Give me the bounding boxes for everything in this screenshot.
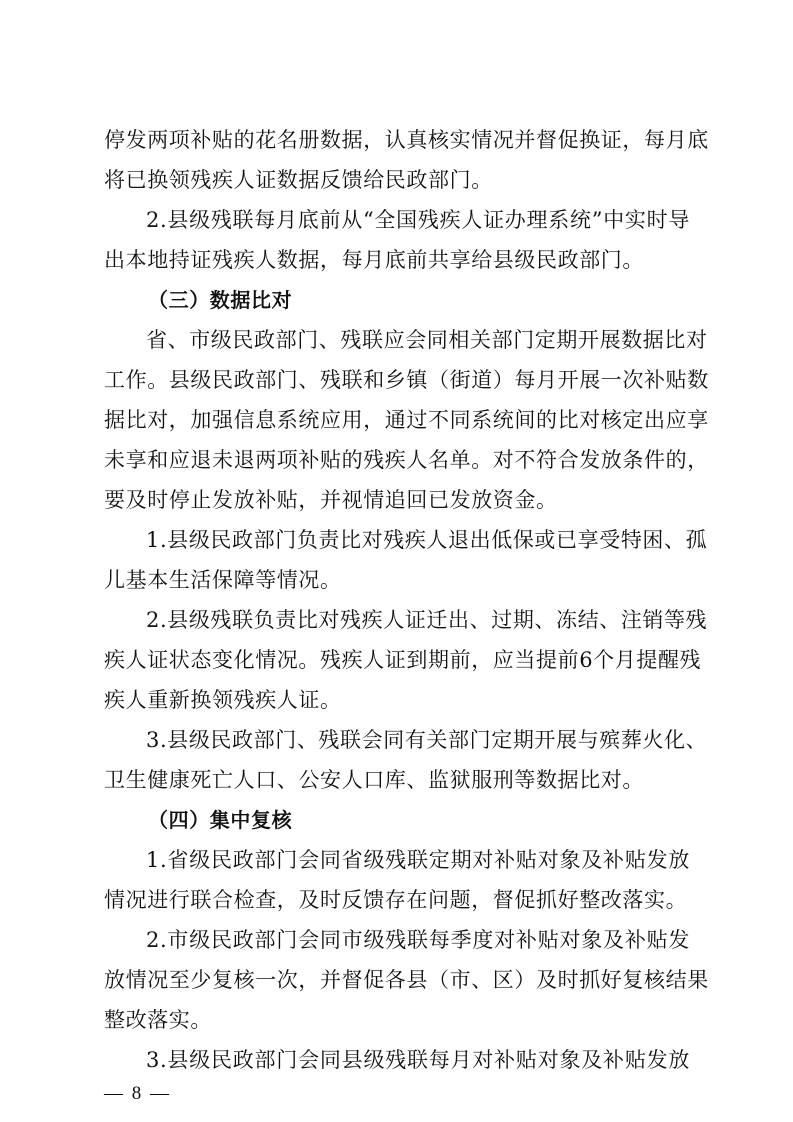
text-line: 将已换领残疾人证数据反馈给民政部门。: [104, 168, 493, 192]
text-line: 工作。县级民政部门、残联和乡镇（街道）每月开展一次补贴数: [104, 368, 709, 392]
text-line: 卫生健康死亡人口、公安人口库、监狱服刑等数据比对。: [104, 768, 644, 792]
text-line: 省、市级民政部门、残联应会同相关部门定期开展数据比对: [146, 328, 708, 352]
text-line: 要及时停止发放补贴，并视情追回已发放资金。: [104, 488, 558, 512]
text-line: 情况进行联合检查，及时反馈存在问题，督促抓好整改落实。: [104, 888, 688, 912]
text-line: 疾人证状态变化情况。残疾人证到期前，应当提前6个月提醒残: [104, 648, 702, 672]
text-line: 2.市级民政部门会同市级残联每季度对补贴对象及补贴发: [146, 928, 690, 952]
text-line: 1.县级民政部门负责比对残疾人退出低保或已享受特困、孤: [146, 528, 708, 552]
text-line: 3.县级民政部门、残联会同有关部门定期开展与殡葬火化、: [146, 728, 708, 752]
page-number: — 8 —: [104, 1083, 171, 1104]
text-line: 2.县级残联负责比对残疾人证迁出、过期、冻结、注销等残: [146, 608, 708, 632]
text-line: 停发两项补贴的花名册数据，认真核实情况并督促换证，每月底: [104, 128, 709, 152]
text-line: 据比对，加强信息系统应用，通过不同系统间的比对核定出应享: [104, 408, 709, 432]
text-line: 放情况至少复核一次，并督促各县（市、区）及时抓好复核结果: [104, 968, 709, 992]
text-line: 整改落实。: [104, 1008, 212, 1032]
text-line: 2.县级残联每月底前从“全国残疾人证办理系统”中实时导: [146, 208, 690, 232]
text-line: 未享和应退未退两项补贴的残疾人名单。对不符合发放条件的，: [104, 448, 709, 472]
text-line: 1.省级民政部门会同省级残联定期对补贴对象及补贴发放: [146, 848, 690, 872]
section-heading: （四）集中复核: [148, 808, 293, 832]
text-line: 3.县级民政部门会同县级残联每月对补贴对象及补贴发放: [146, 1048, 690, 1072]
text-line: 出本地持证残疾人数据，每月底前共享给县级民政部门。: [104, 248, 644, 272]
text-line: 疾人重新换领残疾人证。: [104, 688, 342, 712]
text-line: 儿基本生活保障等情况。: [104, 568, 342, 592]
section-heading: （三）数据比对: [148, 288, 293, 312]
